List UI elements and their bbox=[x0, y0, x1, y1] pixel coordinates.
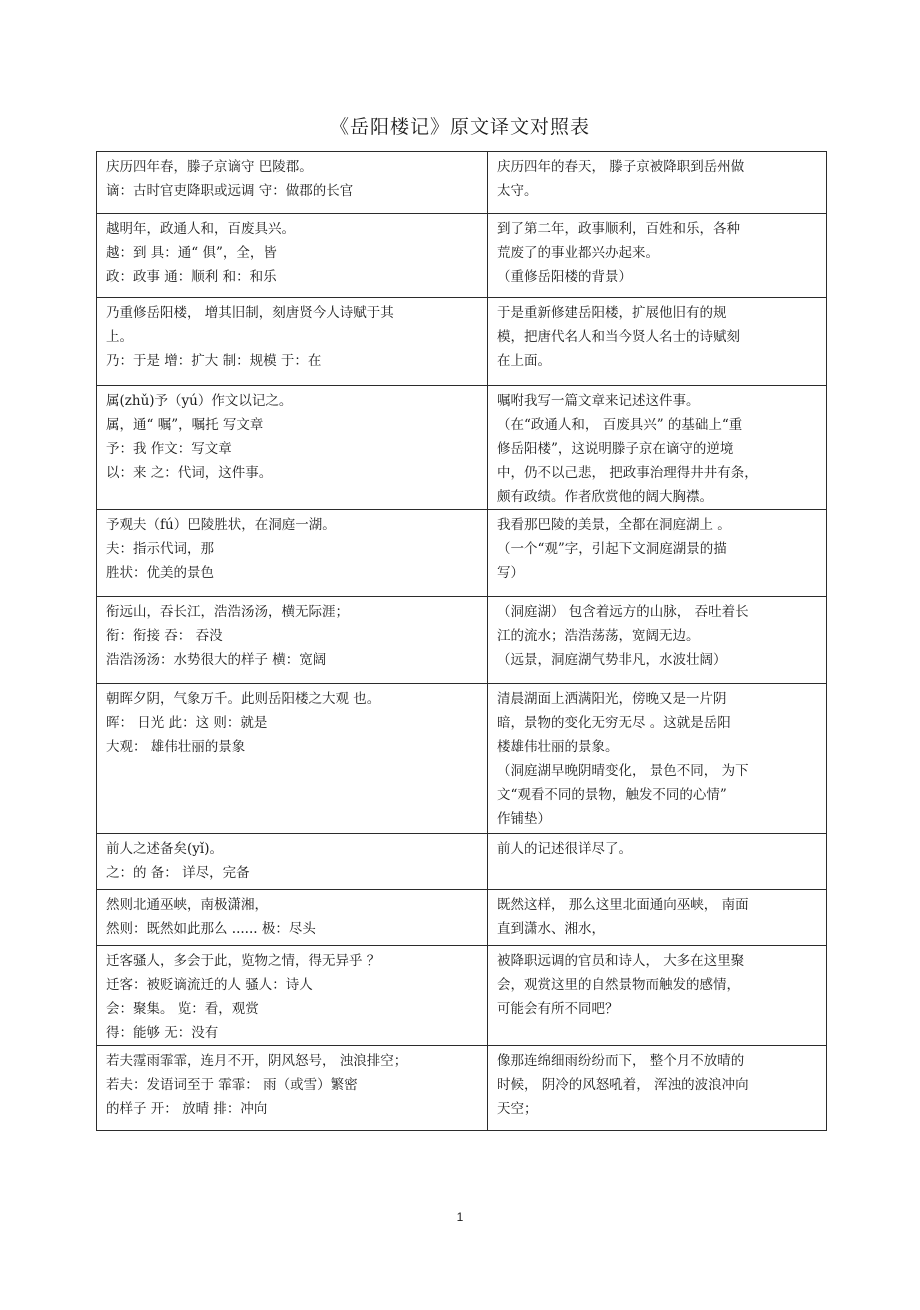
translation-line: 直到潇水、湘水， bbox=[497, 921, 605, 937]
original-line: 衔：衔接 吞： 吞没 bbox=[106, 628, 223, 644]
table-row bbox=[97, 298, 827, 386]
translation-line: 到了第二年，政事顺利，百姓和乐，各种 bbox=[497, 221, 740, 237]
original-line: 迁客：被贬谪流迁的人 骚人：诗人 bbox=[106, 977, 313, 993]
translation-line: （洞庭湖） 包含着远方的山脉， 吞吐着长 bbox=[497, 604, 749, 620]
original-text-cell bbox=[97, 298, 488, 386]
translation-line: 庆历四年的春天， 滕子京被降职到岳州做 bbox=[497, 159, 745, 175]
original-line: 得：能够 无：没有 bbox=[106, 1025, 219, 1041]
table-row bbox=[97, 152, 827, 214]
original-text-cell bbox=[97, 1046, 488, 1131]
translation-line: 修岳阳楼”，这说明滕子京在谪守的逆境 bbox=[497, 441, 734, 457]
original-line: 然则北通巫峡，南极潇湘， bbox=[106, 897, 268, 913]
table-row bbox=[97, 1046, 827, 1131]
translation-line: （一个“观”字，引起下文洞庭湖景的描 bbox=[497, 541, 727, 557]
translation-line: 江的流水；浩浩荡荡，宽阔无边。 bbox=[497, 628, 700, 644]
translation-line: 于是重新修建岳阳楼，扩展他旧有的规 bbox=[497, 305, 727, 321]
translation-line: 写） bbox=[497, 565, 524, 581]
table-row bbox=[97, 597, 827, 684]
original-line: 政：政事 通：顺利 和：和乐 bbox=[106, 269, 277, 285]
original-line: 朝晖夕阴，气象万千。此则岳阳楼之大观 也。 bbox=[106, 691, 381, 707]
translation-line: 太守。 bbox=[497, 183, 538, 199]
translation-line: （重修岳阳楼的背景） bbox=[497, 269, 632, 285]
translation-cell bbox=[488, 214, 827, 298]
translation-cell bbox=[488, 834, 827, 890]
translation-line: 作铺垫） bbox=[497, 811, 551, 827]
original-line: 然则：既然如此那么 ...... 极：尽头 bbox=[106, 921, 316, 937]
translation-line: 荒废了的事业都兴办起来。 bbox=[497, 245, 659, 261]
translation-line: 楼雄伟壮丽的景象。 bbox=[497, 739, 619, 755]
table-row bbox=[97, 946, 827, 1046]
translation-cell bbox=[488, 386, 827, 510]
original-line: 晖： 日光 此：这 则：就是 bbox=[106, 715, 268, 731]
translation-line: 被降职远调的官员和诗人， 大多在这里聚 bbox=[497, 953, 745, 969]
translation-line: （在“政通人和， 百废具兴” 的基础上“重 bbox=[497, 417, 743, 433]
original-line: 浩浩汤汤：水势很大的样子 横：宽阔 bbox=[106, 652, 327, 668]
original-line: 会：聚集。 览：看，观赏 bbox=[106, 1001, 259, 1017]
table-row bbox=[97, 834, 827, 890]
translation-line: 模，把唐代名人和当今贤人名士的诗赋刻 bbox=[497, 329, 740, 345]
translation-line: 可能会有所不同吧？ bbox=[497, 1001, 619, 1017]
original-line: 前人之述备矣(yǐ)。 bbox=[106, 841, 223, 857]
translation-cell bbox=[488, 946, 827, 1046]
translation-cell bbox=[488, 597, 827, 684]
original-line: 衔远山，吞长江，浩浩汤汤，横无际涯； bbox=[106, 604, 349, 620]
original-line: 上。 bbox=[106, 329, 133, 345]
original-line: 以：来 之：代词，这件事。 bbox=[106, 465, 273, 481]
translation-line: 中，仍不以己悲， 把政事治理得井井有条， bbox=[497, 465, 758, 481]
translation-line: 颇有政绩。作者欣赏他的阔大胸襟。 bbox=[497, 489, 713, 505]
original-line: 迁客骚人，多会于此，览物之情，得无异乎 ？ bbox=[106, 953, 381, 969]
original-text-cell bbox=[97, 834, 488, 890]
original-line: 夫：指示代词，那 bbox=[106, 541, 214, 557]
table-row bbox=[97, 386, 827, 510]
translation-line: 会，观赏这里的自然景物而触发的感情， bbox=[497, 977, 740, 993]
translation-cell bbox=[488, 1046, 827, 1131]
original-line: 乃：于是 增：扩大 制：规模 于：在 bbox=[106, 353, 322, 369]
translation-line: 暗，景物的变化无穷无尽 。这就是岳阳 bbox=[497, 715, 731, 731]
original-line: 予观夫（fú）巴陵胜状，在洞庭一湖。 bbox=[106, 517, 336, 533]
translation-line: （远景，洞庭湖气势非凡，水波壮阔） bbox=[497, 652, 727, 668]
original-line: 的样子 开： 放晴 排：冲向 bbox=[106, 1101, 268, 1117]
table-row bbox=[97, 890, 827, 946]
translation-line: 清晨湖面上洒满阳光，傍晚又是一片阴 bbox=[497, 691, 727, 707]
original-text-cell bbox=[97, 386, 488, 510]
translation-line: 既然这样， 那么这里北面通向巫峡， 南面 bbox=[497, 897, 749, 913]
original-text-cell bbox=[97, 214, 488, 298]
original-line: 乃重修岳阳楼， 增其旧制，刻唐贤今人诗赋于其 bbox=[106, 305, 394, 321]
translation-cell bbox=[488, 684, 827, 834]
translation-line: （洞庭湖早晚阴晴变化， 景色不同， 为下 bbox=[497, 763, 749, 779]
table-row bbox=[97, 510, 827, 597]
original-line: 属，通“ 嘱”，嘱托 写文章 bbox=[106, 417, 264, 433]
original-text-cell bbox=[97, 684, 488, 834]
translation-line: 天空； bbox=[497, 1101, 538, 1117]
translation-cell bbox=[488, 510, 827, 597]
document-title: 《岳阳楼记》原文译文对照表 bbox=[329, 116, 590, 138]
table-row bbox=[97, 684, 827, 834]
translation-line: 在上面。 bbox=[497, 353, 551, 369]
translation-line: 我看那巴陵的美景，全都在洞庭湖上 。 bbox=[497, 517, 731, 533]
original-line: 越明年，政通人和，百废具兴。 bbox=[106, 221, 295, 237]
translation-cell bbox=[488, 298, 827, 386]
original-line: 予：我 作文：写文章 bbox=[106, 441, 232, 457]
original-text-cell bbox=[97, 152, 488, 214]
original-line: 之：的 备： 详尽，完备 bbox=[106, 865, 250, 881]
original-line: 庆历四年春，滕子京谪守 巴陵郡。 bbox=[106, 159, 313, 175]
original-text-cell bbox=[97, 890, 488, 946]
table-row bbox=[97, 214, 827, 298]
translation-line: 文“观看不同的景物，触发不同的心情” bbox=[497, 787, 727, 803]
original-line: 若夫霪雨霏霏，连月不开，阴风怒号， 浊浪排空； bbox=[106, 1053, 408, 1069]
text-comparison-table bbox=[96, 151, 827, 1131]
translation-line: 时候， 阴冷的风怒吼着， 浑浊的波浪冲向 bbox=[497, 1077, 749, 1093]
page-number: 1 bbox=[456, 1210, 464, 1224]
translation-cell bbox=[488, 890, 827, 946]
original-line: 越：到 具：通“ 俱”，全，皆 bbox=[106, 245, 277, 261]
original-line: 胜状：优美的景色 bbox=[106, 565, 214, 581]
original-line: 谪：古时官吏降职或远调 守：做郡的长官 bbox=[106, 183, 354, 199]
translation-line: 前人的记述很详尽了。 bbox=[497, 841, 632, 857]
original-line: 若夫：发语词至于 霏霏： 雨（或雪）繁密 bbox=[106, 1077, 358, 1093]
translation-cell bbox=[488, 152, 827, 214]
translation-line: 像那连绵细雨纷纷而下， 整个月不放晴的 bbox=[497, 1053, 745, 1069]
original-text-cell bbox=[97, 597, 488, 684]
original-text-cell bbox=[97, 510, 488, 597]
original-line: 属(zhǔ)予（yú）作文以记之。 bbox=[106, 393, 293, 409]
original-text-cell bbox=[97, 946, 488, 1046]
translation-line: 嘱咐我写一篇文章来记述这件事。 bbox=[497, 393, 700, 409]
original-line: 大观： 雄伟壮丽的景象 bbox=[106, 739, 246, 755]
